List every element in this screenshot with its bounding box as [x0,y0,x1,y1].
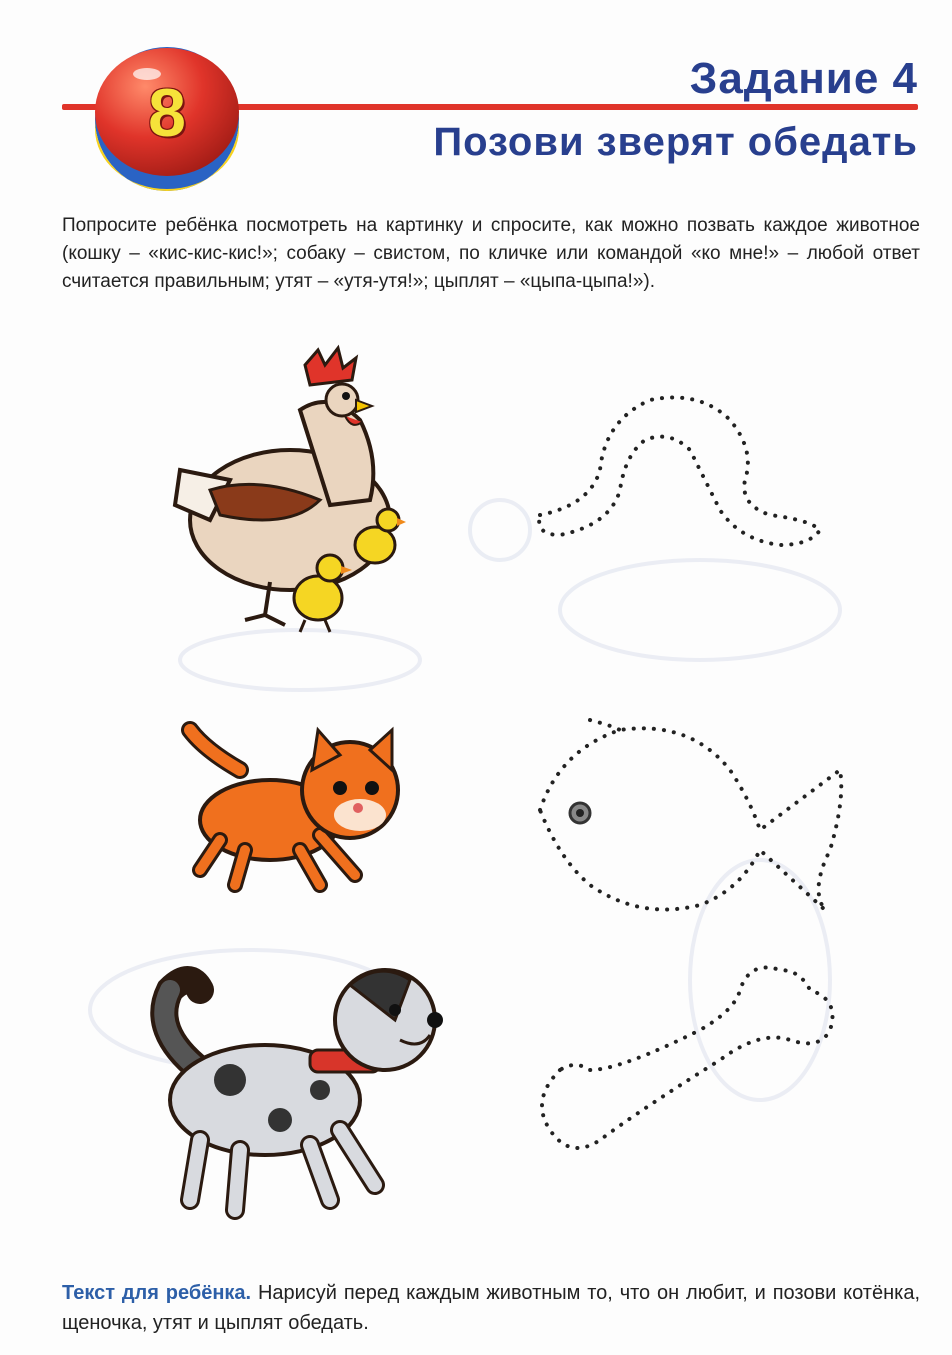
task-label: Задание 4 [689,54,918,103]
dotted-bone-tracing [542,968,833,1149]
page-number-badge [92,44,242,194]
exercise-illustration [0,330,952,1260]
dotted-worm-tracing [539,398,820,546]
instruction-text: Попросите ребёнка посмотреть на картинку и спросите, как можно позвать каждое животное (кошку – «кис-кис-кис!»; собаку – свистом, по кличке или командой «ко мне!» – любой ответ считается правильным; утят – «утя-утя!»; цыплят – «цыпа-цыпа!»). [62,215,920,292]
page-title: Позови зверят обедать [433,120,918,164]
child-instruction [62,1278,920,1338]
child-instruction-lead: Текст для ребёнка. [62,1282,252,1304]
dotted-fish-tracing [540,720,841,910]
child-instruction-text: Нарисуй перед каждым животным то, что он любит, и позови котёнка, щеночка, утят и цыплят обедать. [62,1282,920,1334]
kitten-icon [190,730,398,885]
puppy-icon [164,970,443,1210]
hen-icon [175,348,390,625]
page-number: 8 [148,75,186,151]
